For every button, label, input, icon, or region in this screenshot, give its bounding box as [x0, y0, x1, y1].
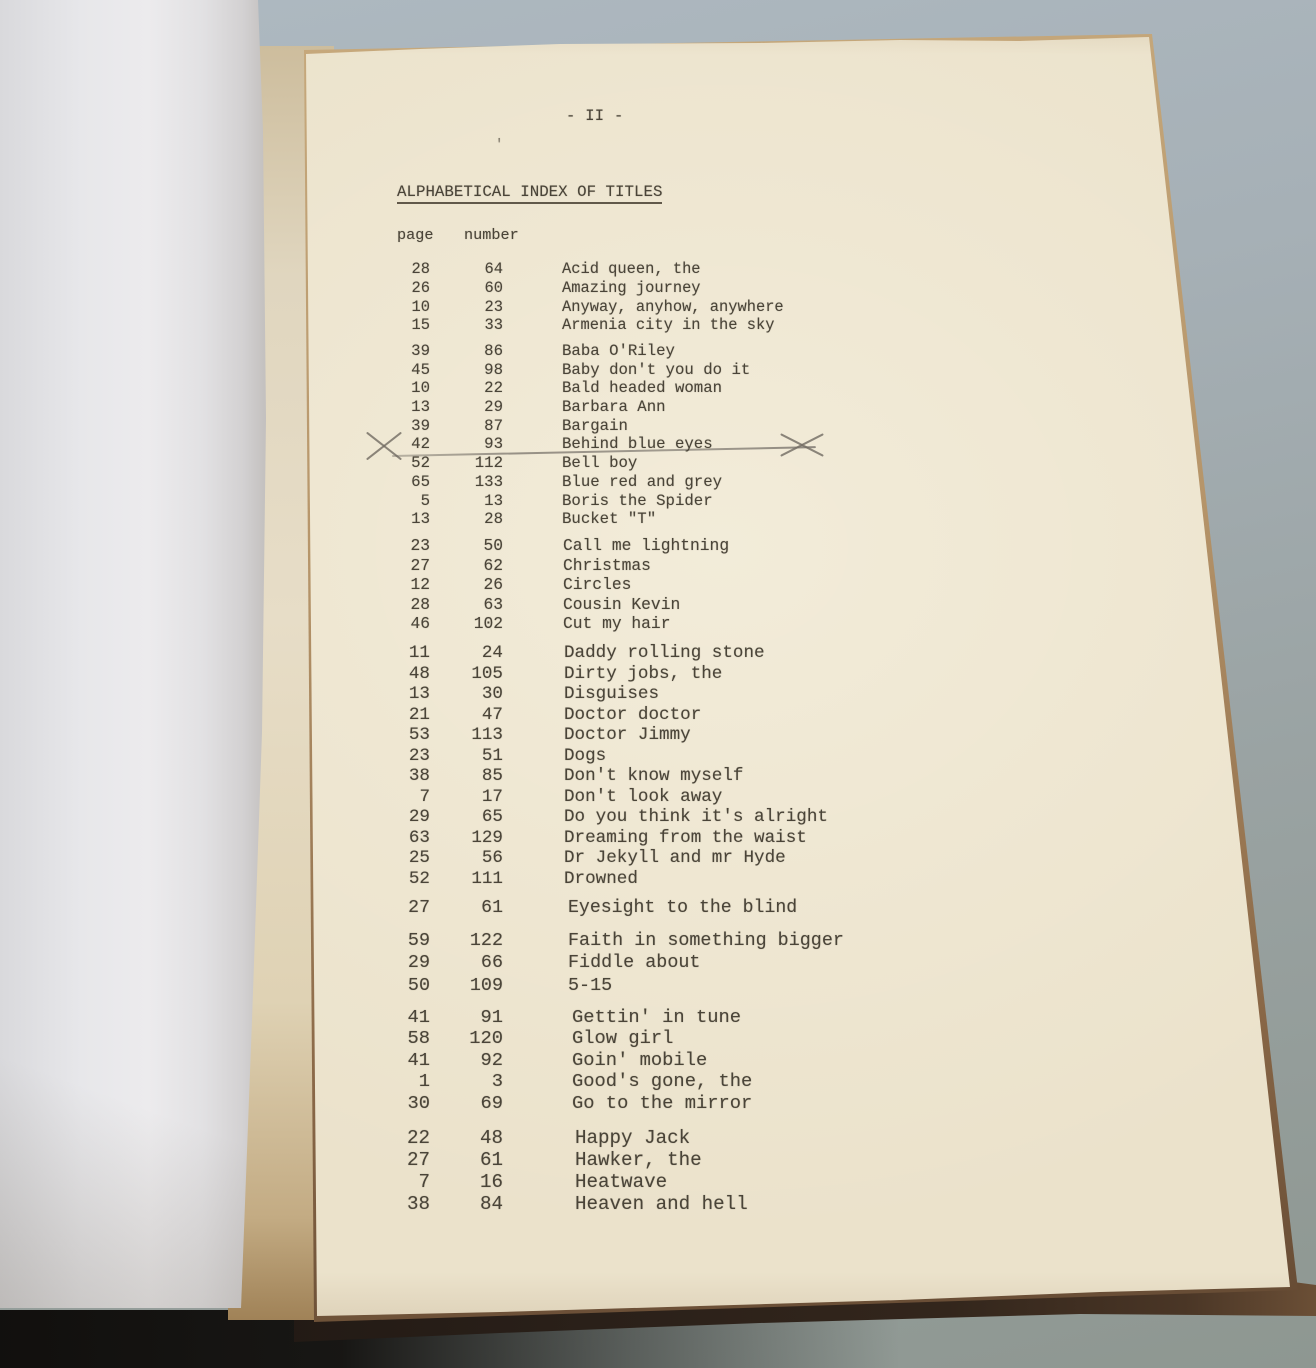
entry-number: 105 [471, 663, 503, 684]
index-row [398, 417, 1118, 436]
index-row [398, 787, 1118, 808]
entry-page: 28 [410, 594, 430, 614]
index-row [398, 930, 1118, 952]
index-row [398, 556, 1118, 576]
index-group-g [398, 1007, 1118, 1114]
index-row [398, 473, 1118, 492]
column-header-page: page [397, 226, 434, 244]
index-row [398, 725, 1118, 746]
index-row [398, 766, 1118, 787]
entry-title: Blue red and grey [562, 472, 723, 491]
entry-title: Daddy rolling stone [564, 643, 765, 663]
entry-number: 109 [469, 974, 503, 996]
entry-number: 63 [483, 594, 503, 614]
entry-page: 52 [411, 454, 430, 473]
entry-title: Baba O'Riley [562, 342, 675, 360]
entry-title: Fiddle about [568, 952, 701, 974]
index-group-h [398, 1127, 1118, 1215]
entry-number: 17 [481, 786, 503, 807]
index-row [398, 1127, 1118, 1149]
index-row [398, 361, 1118, 380]
entry-number: 87 [484, 416, 503, 435]
index-row [398, 643, 1118, 664]
entry-page: 22 [406, 1127, 430, 1149]
entry-title: Dirty jobs, the [564, 663, 723, 684]
index-row [398, 510, 1118, 529]
entry-page: 27 [408, 898, 430, 918]
entry-number: 113 [471, 725, 503, 745]
entry-page: 41 [407, 1048, 430, 1071]
entry-page: 1 [418, 1070, 430, 1093]
entry-number: 129 [471, 827, 503, 848]
entry-title: Heatwave [575, 1171, 668, 1193]
index-row [398, 298, 1118, 317]
entry-page: 28 [411, 260, 430, 278]
entry-page: 10 [411, 379, 430, 398]
index-row [398, 342, 1118, 361]
index-group-e [398, 898, 1118, 919]
entry-number: 13 [484, 491, 503, 510]
entry-page: 21 [408, 704, 430, 725]
index-row [398, 595, 1118, 615]
entry-number: 28 [484, 510, 503, 529]
entry-number: 47 [481, 704, 503, 725]
entry-page: 45 [411, 360, 430, 379]
entry-title: Good's gone, the [572, 1070, 753, 1093]
entry-number: 23 [484, 297, 503, 316]
index-row [398, 536, 1118, 556]
index-row [398, 1050, 1118, 1071]
index-row [398, 807, 1118, 828]
entry-number: 26 [483, 575, 503, 595]
index-row [398, 664, 1118, 685]
index-row [398, 848, 1118, 869]
entry-page: 15 [411, 316, 430, 335]
index-row [398, 952, 1118, 974]
page-number-label: - II - [566, 107, 624, 125]
entry-page: 29 [407, 952, 430, 974]
entry-title: Happy Jack [575, 1127, 691, 1149]
entry-page: 7 [418, 1171, 430, 1193]
entry-number: 93 [484, 435, 503, 454]
entry-number: 62 [483, 555, 503, 575]
index-row [398, 1149, 1118, 1171]
entry-title: Anyway, anyhow, anywhere [562, 297, 784, 316]
entry-number: 122 [469, 930, 503, 951]
entry-page: 26 [411, 278, 430, 297]
entry-title: Christmas [563, 555, 651, 575]
index-row [398, 492, 1118, 511]
entry-page: 65 [411, 472, 430, 491]
entry-number: 60 [484, 278, 503, 297]
entry-number: 112 [474, 454, 503, 473]
index-row [398, 316, 1118, 335]
entry-number: 51 [481, 745, 503, 766]
entry-number: 133 [474, 472, 503, 491]
entry-page: 39 [411, 416, 430, 435]
entry-page: 25 [408, 848, 430, 868]
entry-page: 53 [408, 725, 430, 745]
entry-title: Disguises [564, 684, 660, 704]
entry-title: 5-15 [568, 974, 613, 996]
index-group-b [398, 342, 1118, 529]
index-group-d [398, 643, 1118, 889]
index-row [398, 1093, 1118, 1114]
index-row [398, 1071, 1118, 1092]
entry-page: 52 [408, 868, 430, 889]
entry-page: 13 [411, 398, 430, 417]
index-group-c [398, 536, 1118, 634]
entry-title: Cousin Kevin [563, 594, 681, 614]
entry-number: 84 [479, 1193, 503, 1215]
entry-title: Goin' mobile [572, 1048, 708, 1071]
entry-page: 48 [408, 663, 430, 684]
entry-number: 3 [491, 1070, 503, 1093]
entry-title: Acid queen, the [562, 260, 701, 278]
entry-title: Do you think it's alright [564, 807, 828, 827]
entry-number: 85 [481, 766, 503, 786]
index-row [398, 828, 1118, 849]
stray-type-mark: ' [495, 137, 504, 153]
index-row [398, 614, 1118, 634]
entry-title: Baby don't you do it [562, 360, 751, 379]
entry-title: Bucket "T" [562, 510, 657, 529]
index-row [398, 975, 1118, 997]
entry-number: 24 [481, 643, 503, 663]
entry-page: 7 [419, 786, 430, 807]
entry-title: Don't know myself [564, 766, 744, 786]
entry-number: 61 [481, 898, 503, 918]
entry-page: 23 [408, 745, 430, 766]
index-row [398, 454, 1118, 473]
entry-title: Doctor Jimmy [564, 725, 691, 745]
entry-page: 50 [407, 974, 430, 996]
entry-page: 23 [410, 536, 430, 555]
entry-page: 38 [408, 766, 430, 786]
entry-title: Hawker, the [575, 1149, 702, 1171]
entry-title: Bald headed woman [562, 379, 723, 398]
index-row [398, 379, 1118, 398]
entry-title: Faith in something bigger [568, 930, 844, 951]
entry-number: 92 [480, 1048, 503, 1071]
entry-title: Dr Jekyll and mr Hyde [564, 848, 786, 868]
entry-title: Doctor doctor [564, 704, 702, 725]
entry-title: Go to the mirror [572, 1091, 753, 1114]
page-title: ALPHABETICAL INDEX OF TITLES [397, 183, 662, 204]
entry-page: 46 [410, 614, 430, 634]
entry-page: 63 [408, 827, 430, 848]
entry-title: Bell boy [562, 454, 638, 473]
index-row [398, 898, 1118, 919]
index-row [398, 684, 1118, 705]
entry-number: 69 [480, 1091, 503, 1114]
index-row [398, 746, 1118, 767]
entry-number: 66 [480, 952, 503, 974]
entry-title: Bargain [562, 416, 628, 435]
column-header-number: number [464, 226, 519, 244]
index-row [398, 705, 1118, 726]
entry-number: 33 [484, 316, 503, 335]
entry-title: Armenia city in the sky [562, 316, 775, 335]
entry-number: 61 [479, 1149, 503, 1171]
index-row [398, 260, 1118, 279]
entry-title: Boris the Spider [562, 491, 713, 510]
entry-number: 91 [480, 1006, 503, 1028]
entry-title: Call me lightning [563, 536, 730, 555]
entry-title: Cut my hair [563, 614, 671, 634]
entry-title: Barbara Ann [562, 398, 666, 417]
index-row [398, 1193, 1118, 1215]
index-row [398, 1028, 1118, 1049]
entry-title: Don't look away [564, 786, 723, 807]
entry-page: 27 [406, 1149, 430, 1171]
entry-number: 98 [484, 360, 503, 379]
index-row [398, 869, 1118, 890]
entry-title: Drowned [564, 868, 638, 889]
entry-number: 29 [484, 398, 503, 417]
entry-number: 64 [484, 260, 503, 278]
index-row [398, 435, 1118, 454]
entry-page: 29 [408, 807, 430, 827]
index-row [398, 398, 1118, 417]
entry-number: 86 [484, 342, 503, 360]
index-group-f [398, 930, 1118, 997]
entry-number: 120 [469, 1027, 503, 1050]
entry-page: 12 [410, 575, 430, 595]
entry-page: 39 [411, 342, 430, 360]
index-group-a [398, 260, 1118, 335]
entry-page: 11 [408, 643, 430, 663]
entry-page: 58 [407, 1027, 430, 1050]
entry-number: 30 [481, 684, 503, 704]
entry-number: 22 [484, 379, 503, 398]
entry-title: Behind blue eyes [562, 435, 713, 454]
entry-number: 102 [473, 614, 503, 634]
entry-page: 59 [407, 930, 430, 951]
entry-title: Amazing journey [562, 278, 701, 297]
entry-page: 13 [408, 684, 430, 704]
index-row [398, 1171, 1118, 1193]
entry-page: 27 [410, 555, 430, 575]
index-row [398, 1007, 1118, 1028]
entry-number: 111 [471, 868, 503, 889]
entry-page: 5 [420, 491, 430, 510]
entry-page: 41 [407, 1006, 430, 1028]
entry-number: 65 [481, 807, 503, 827]
entry-title: Heaven and hell [575, 1193, 748, 1215]
index-row [398, 279, 1118, 298]
entry-title: Dreaming from the waist [564, 827, 807, 848]
entry-title: Eyesight to the blind [568, 898, 798, 918]
entry-number: 50 [483, 536, 503, 555]
entry-title: Circles [563, 575, 632, 595]
entry-number: 48 [479, 1127, 503, 1149]
entry-title: Glow girl [572, 1027, 674, 1050]
entry-page: 30 [407, 1091, 430, 1114]
entry-title: Gettin' in tune [572, 1006, 742, 1028]
entry-number: 16 [479, 1171, 503, 1193]
entry-page: 13 [411, 510, 430, 529]
index-row [398, 575, 1118, 595]
entry-page: 10 [411, 297, 430, 316]
entry-title: Dogs [564, 745, 607, 766]
entry-number: 56 [481, 848, 503, 868]
entry-page: 42 [411, 435, 430, 454]
entry-page: 38 [406, 1193, 430, 1215]
